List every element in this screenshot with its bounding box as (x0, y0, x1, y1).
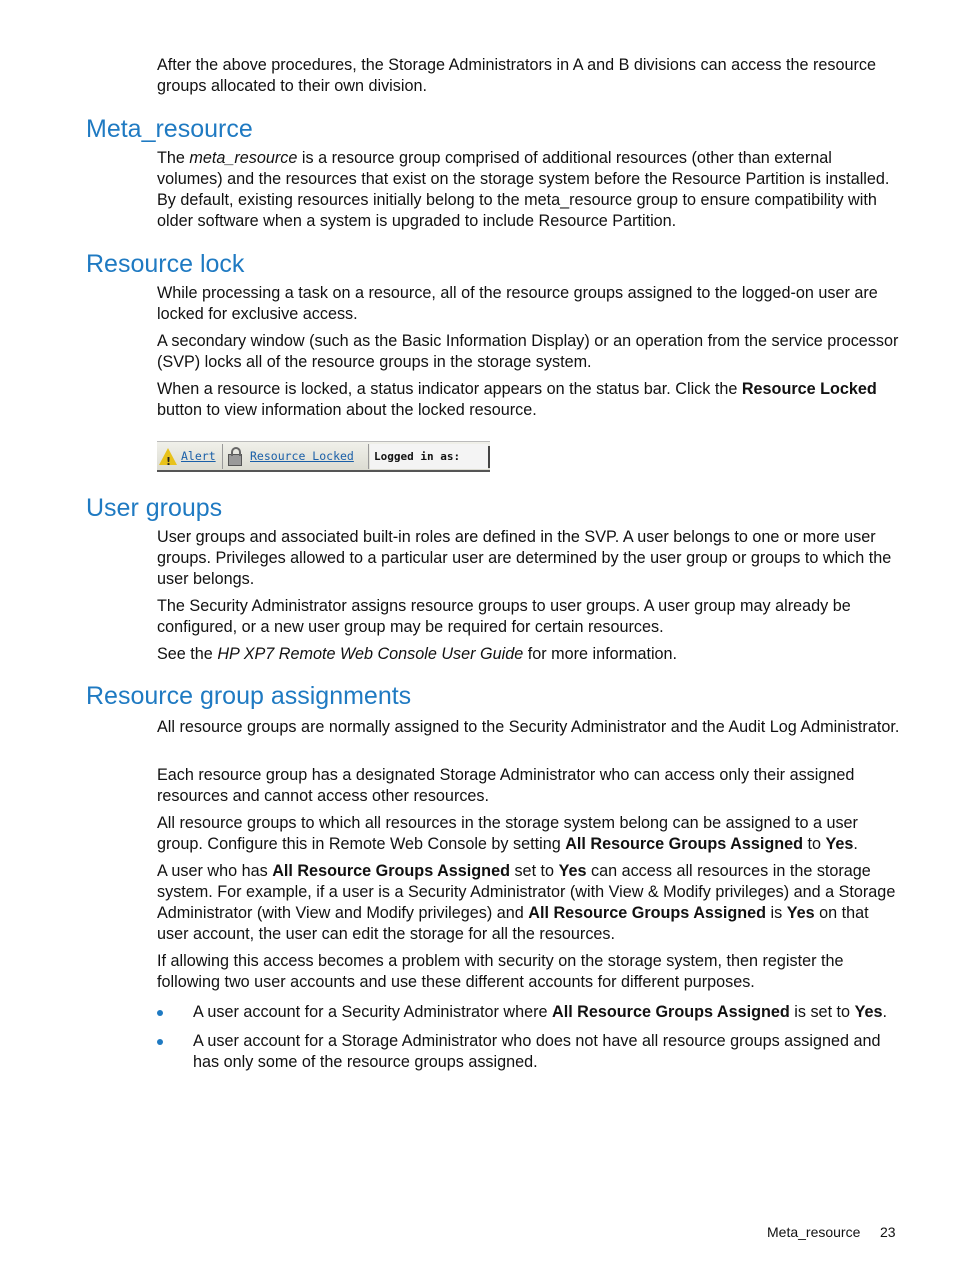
assignments-paragraph-5: If allowing this access becomes a problem with security on the storage system, then register the following two user accounts and use these different accounts for different purposes. (157, 952, 844, 991)
resource-locked-link[interactable]: Resource Locked (250, 449, 354, 463)
alert-link[interactable]: Alert (181, 449, 216, 463)
resource-lock-paragraph-3: When a resource is locked, a status indicator appears on the status bar. Click the Resource Locked button to view information about the locked resource. (157, 380, 877, 419)
assignments-paragraph-2: Each resource group has a designated Storage Administrator who can access only their assigned resources and cannot access other resources. (157, 766, 855, 805)
assignments-paragraph-1: All resource groups are normally assigned to the Security Administrator and the Audit Log Administrator. (157, 718, 900, 736)
warning-icon (159, 448, 177, 465)
user-groups-paragraph-3: See the HP XP7 Remote Web Console User Guide for more information. (157, 645, 678, 663)
meta-resource-term: meta_resource (189, 149, 298, 167)
status-bar-divider (488, 446, 490, 468)
heading-user-groups: User groups (86, 494, 223, 522)
heading-meta-resource: Meta_resource (86, 115, 253, 143)
resource-lock-paragraph-2: A secondary window (such as the Basic Information Display) or an operation from the service processor (SVP) locks all of the resource groups in the storage system. (157, 332, 899, 371)
footer-section-title: Meta_resource (767, 1224, 861, 1240)
list-item-text: A user account for a Storage Administrator who does not have all resource groups assigned and has only some of the resource groups assigned. (193, 1032, 881, 1071)
user-groups-paragraph-1: User groups and associated built-in roles are defined in the SVP. A user belongs to one or more user groups. Privileges allowed to a particular user are determined by the user group or groups to which the user belongs. (157, 528, 892, 588)
assignments-paragraph-3: All resource groups to which all resources in the storage system belong can be assigned to a user group. Configure this in Remote Web Console by setting All Resource Groups Assigned to Yes. (157, 814, 858, 853)
heading-resource-lock: Resource lock (86, 250, 245, 278)
resource-locked-term: Resource Locked (741, 380, 877, 398)
resource-locked-button[interactable] (224, 444, 369, 469)
list-item-text: A user account for a Security Administrator where All Resource Groups Assigned is set to Yes. (193, 1003, 887, 1021)
status-bar-figure (157, 441, 490, 472)
intro-paragraph: After the above procedures, the Storage Administrators in A and B divisions can access the resource groups allocated to their own division. (157, 56, 876, 95)
assignments-paragraph-4: A user who has All Resource Groups Assigned set to Yes can access all resources in the storage system. For example, if a user is a Security Administrator (with View & Modify privileges) and a Storage Administrator (with View and Modify privileges) and All Resource Groups Assigned is Yes on that user account, the user can edit the storage for all the resources. (157, 862, 896, 943)
lock-icon (228, 454, 242, 466)
bullet-icon (157, 1039, 163, 1045)
alert-button[interactable] (157, 444, 223, 469)
logged-in-label: Logged in as: (370, 444, 488, 469)
bullet-icon (157, 1010, 163, 1016)
heading-resource-group-assignments: Resource group assignments (86, 682, 412, 710)
user-guide-title: HP XP7 Remote Web Console User Guide (217, 645, 524, 663)
resource-lock-paragraph-1: While processing a task on a resource, all of the resource groups assigned to the logged-on user are locked for exclusive access. (157, 284, 878, 323)
page-number: 23 (880, 1224, 896, 1240)
user-groups-paragraph-2: The Security Administrator assigns resource groups to user groups. A user group may already be configured, or a new user group may be required for certain resources. (157, 597, 851, 636)
meta-resource-paragraph: The meta_resource is a resource group comprised of additional resources (other than external volumes) and the resources that exist on the storage system before the Resource Partition is installed. By default, existing resources initially belong to the meta_resource group to ensure compatibility with older software when a system is upgraded to include Resource Partition. (157, 149, 890, 230)
